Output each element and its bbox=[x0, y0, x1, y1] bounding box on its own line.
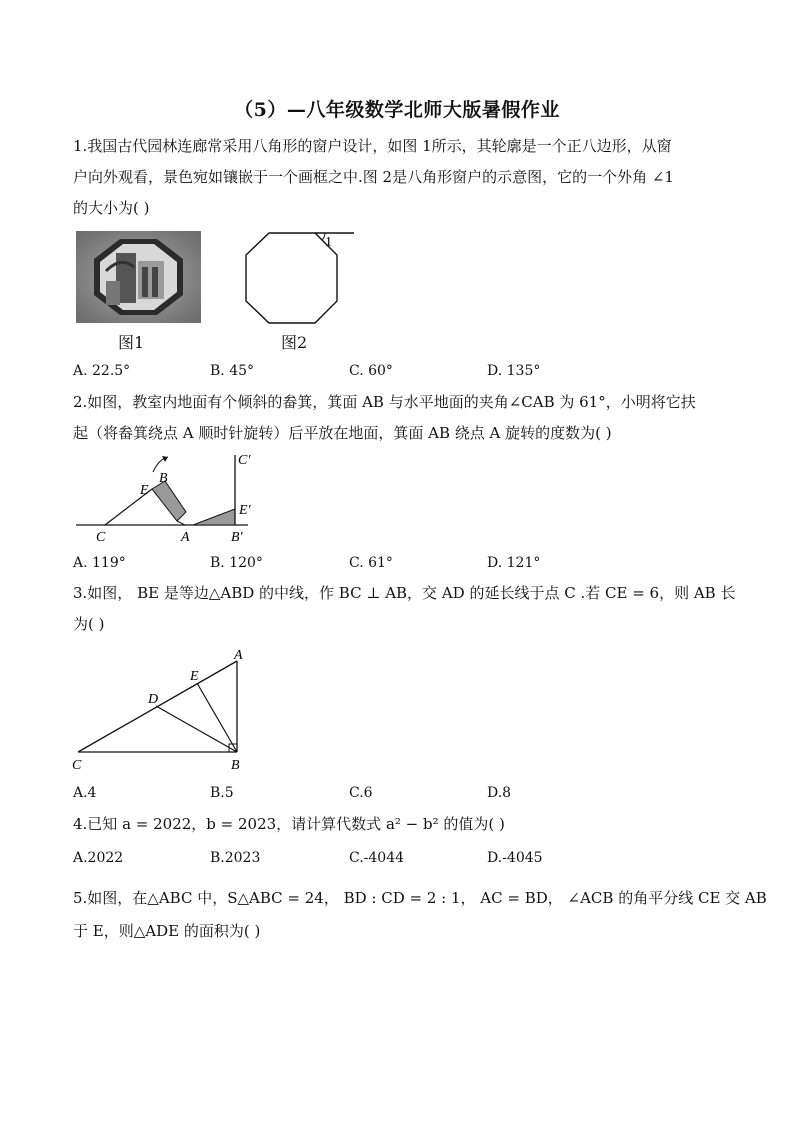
q3-option-c[interactable]: C.6 bbox=[349, 785, 373, 801]
svg-text:C: C bbox=[96, 530, 106, 545]
svg-text:E′: E′ bbox=[239, 503, 251, 518]
q1-option-d[interactable]: D. 135° bbox=[487, 363, 541, 379]
q4-option-d[interactable]: D.-4045 bbox=[487, 850, 543, 866]
svg-text:B: B bbox=[231, 758, 240, 773]
svg-text:D: D bbox=[148, 692, 159, 707]
q2-option-b[interactable]: B. 120° bbox=[210, 555, 263, 571]
q2-option-c[interactable]: C. 61° bbox=[349, 555, 393, 571]
svg-text:A: A bbox=[181, 530, 190, 545]
q1-text-line-2: 户向外观看，景色宛如镶嵌于一个画框之中.图 2是八角形窗户的示意图，它的一个外角 ∠1 bbox=[73, 168, 674, 186]
q4-option-c[interactable]: C.-4044 bbox=[349, 850, 405, 866]
svg-text:C′: C′ bbox=[238, 453, 251, 468]
q2-text-line-2: 起（将畚箕绕点 A 顺时针旋转）后平放在地面，箕面 AB 绕点 A 旋转的度数为( ) bbox=[73, 424, 612, 442]
svg-text:E: E bbox=[140, 483, 149, 498]
q1-option-a[interactable]: A. 22.5° bbox=[73, 363, 131, 379]
svg-text:C: C bbox=[72, 758, 82, 773]
q4-option-a[interactable]: A.2022 bbox=[73, 850, 124, 866]
q1-option-b[interactable]: B. 45° bbox=[210, 363, 255, 379]
q4-text-line-1: 4.已知 a = 2022，b = 2023，请计算代数式 a² − b² 的值为( ) bbox=[73, 815, 505, 833]
fig2-caption: 图2 bbox=[281, 333, 308, 352]
q4-option-b[interactable]: B.2023 bbox=[210, 850, 261, 866]
angle-1-label: 1 bbox=[325, 235, 332, 250]
q2-text-line-1: 2.如图，教室内地面有个倾斜的畚箕，箕面 AB 与水平地面的夹角∠CAB 为 61°，小明将它扶 bbox=[73, 393, 696, 411]
q5-text-line-2: 于 E，则△ADE 的面积为( ) bbox=[73, 922, 261, 940]
q3-figure bbox=[70, 643, 260, 778]
q1-text-line-3: 的大小为( ) bbox=[73, 199, 150, 217]
q3-text-line-2: 为( ) bbox=[73, 615, 105, 633]
q2-figure bbox=[73, 448, 273, 548]
q2-option-a[interactable]: A. 119° bbox=[73, 555, 126, 571]
q1-figure-2-octagon bbox=[236, 224, 361, 329]
q3-text-line-1: 3.如图， BE 是等边△ABD 的中线，作 BC ⊥ AB，交 AD 的延长线于点 C .若 CE = 6，则 AB 长 bbox=[73, 584, 736, 602]
svg-text:B: B bbox=[159, 471, 168, 486]
q1-option-c[interactable]: C. 60° bbox=[349, 363, 393, 379]
svg-text:E: E bbox=[190, 669, 199, 684]
q3-option-a[interactable]: A.4 bbox=[73, 785, 97, 801]
q3-option-b[interactable]: B.5 bbox=[210, 785, 234, 801]
svg-text:A: A bbox=[234, 648, 243, 663]
q1-figure-1-photo bbox=[76, 231, 201, 323]
q5-text-line-1: 5.如图，在△ABC 中，S△ABC = 24， BD : CD = 2 : 1， AC = BD， ∠ACB 的角平分线 CE 交 AB bbox=[73, 889, 767, 907]
q3-option-d[interactable]: D.8 bbox=[487, 785, 512, 801]
svg-text:B′: B′ bbox=[231, 530, 243, 545]
q1-text-line-1: 1.我国古代园林连廊常采用八角形的窗户设计，如图 1所示，其轮廓是一个正八边形，从窗 bbox=[73, 137, 672, 155]
fig1-caption: 图1 bbox=[118, 333, 145, 352]
q2-option-d[interactable]: D. 121° bbox=[487, 555, 541, 571]
page-title: （5）—八年级数学北师大版暑假作业 bbox=[234, 99, 560, 121]
